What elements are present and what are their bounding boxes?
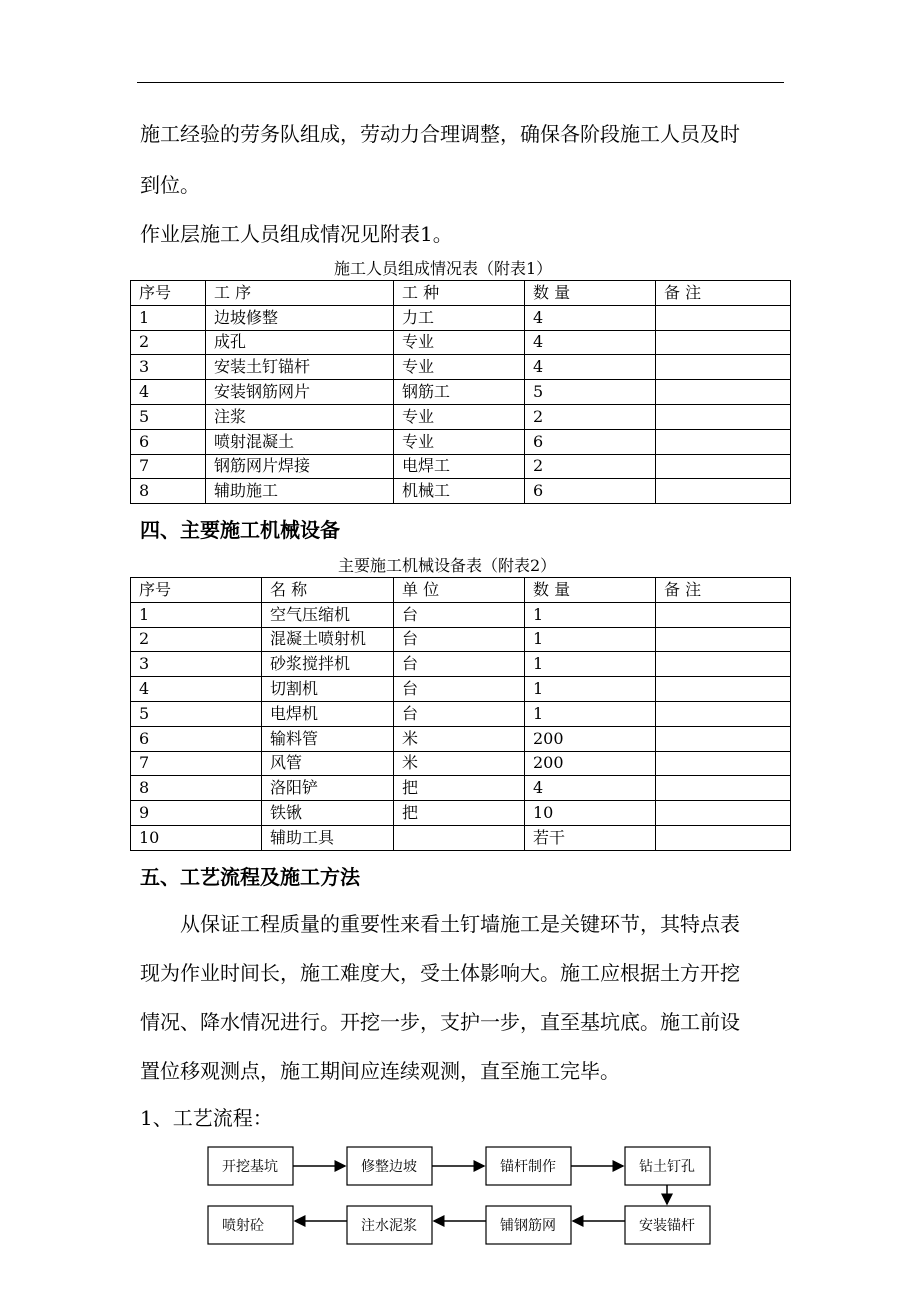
table-cell: 台 <box>394 602 525 627</box>
table-cell: 钢筋网片焊接 <box>206 454 394 479</box>
table-cell: 空气压缩机 <box>262 602 394 627</box>
table-cell: 1 <box>131 305 206 330</box>
table-cell: 注浆 <box>206 404 394 429</box>
paragraph-line: 到位。 <box>140 173 200 197</box>
table-cell: 3 <box>131 355 206 380</box>
flow-label: 喷射砼 <box>222 1218 264 1234</box>
table-header-cell: 数 量 <box>525 281 656 306</box>
table-cell: 6 <box>131 726 262 751</box>
table-cell: 专业 <box>394 404 525 429</box>
paragraph-line: 施工经验的劳务队组成，劳动力合理调整，确保各阶段施工人员及时 <box>140 122 740 146</box>
table-cell: 台 <box>394 652 525 677</box>
table-cell: 台 <box>394 627 525 652</box>
table-cell: 混凝土喷射机 <box>262 627 394 652</box>
table-cell: 10 <box>131 825 262 850</box>
table-cell: 200 <box>525 726 656 751</box>
table-cell: 8 <box>131 479 206 504</box>
table-cell: 6 <box>131 429 206 454</box>
section-4-title: 四、主要施工机械设备 <box>140 518 340 542</box>
table-cell: 5 <box>131 701 262 726</box>
table-cell: 喷射混凝土 <box>206 429 394 454</box>
table-cell: 1 <box>525 652 656 677</box>
table-cell: 切割机 <box>262 677 394 702</box>
flow-label: 铺钢筋网 <box>500 1218 556 1234</box>
table-header-cell: 工 序 <box>206 281 394 306</box>
table-cell: 若干 <box>525 825 656 850</box>
table-cell: 铁锹 <box>262 801 394 826</box>
table-cell: 专业 <box>394 355 525 380</box>
table-cell: 专业 <box>394 330 525 355</box>
table-cell: 1 <box>131 602 262 627</box>
table-cell: 把 <box>394 801 525 826</box>
table-cell: 输料管 <box>262 726 394 751</box>
table-header-cell: 单 位 <box>394 578 525 603</box>
section-5-title: 五、工艺流程及施工方法 <box>140 865 360 889</box>
body-line: 从保证工程质量的重要性来看土钉墙施工是关键环节，其特点表 <box>180 912 740 936</box>
table-cell: 4 <box>525 776 656 801</box>
table-cell: 洛阳铲 <box>262 776 394 801</box>
table-cell: 力工 <box>394 305 525 330</box>
table-cell: 台 <box>394 701 525 726</box>
table-cell: 米 <box>394 726 525 751</box>
table-cell: 专业 <box>394 429 525 454</box>
table1-caption: 施工人员组成情况表（附表1） <box>334 259 553 278</box>
table-cell: 1 <box>525 701 656 726</box>
table-cell: 钢筋工 <box>394 380 525 405</box>
table-cell: 4 <box>525 355 656 380</box>
table-cell: 2 <box>131 330 206 355</box>
table-cell: 5 <box>131 404 206 429</box>
table-cell: 9 <box>131 801 262 826</box>
table-cell: 7 <box>131 751 262 776</box>
table-cell: 1 <box>525 677 656 702</box>
table-cell: 机械工 <box>394 479 525 504</box>
table-cell: 电焊工 <box>394 454 525 479</box>
table-cell: 5 <box>525 380 656 405</box>
flow-label: 修整边坡 <box>361 1159 417 1175</box>
table-cell: 2 <box>525 454 656 479</box>
table-cell: 3 <box>131 652 262 677</box>
table-cell: 风管 <box>262 751 394 776</box>
table-cell: 辅助施工 <box>206 479 394 504</box>
table-header-cell: 序号 <box>131 281 206 306</box>
table-cell: 1 <box>525 602 656 627</box>
table-cell: 10 <box>525 801 656 826</box>
table-cell: 4 <box>131 380 206 405</box>
table2-caption: 主要施工机械设备表（附表2） <box>338 556 557 575</box>
table-cell: 200 <box>525 751 656 776</box>
flow-label: 安装锚杆 <box>639 1218 695 1234</box>
body-line: 情况、降水情况进行。开挖一步，支护一步，直至基坑底。施工前设 <box>140 1010 740 1034</box>
table-cell: 1 <box>525 627 656 652</box>
table-cell: 辅助工具 <box>262 825 394 850</box>
table-cell: 台 <box>394 677 525 702</box>
table-cell: 8 <box>131 776 262 801</box>
table-header-cell: 数 量 <box>525 578 656 603</box>
flow-label: 锚杆制作 <box>500 1159 556 1175</box>
table-cell: 成孔 <box>206 330 394 355</box>
table-header-cell: 备 注 <box>656 578 791 603</box>
table-header-cell: 工 种 <box>394 281 525 306</box>
table-cell: 6 <box>525 429 656 454</box>
table-cell: 电焊机 <box>262 701 394 726</box>
body-line: 置位移观测点，施工期间应连续观测，直至施工完毕。 <box>140 1059 620 1083</box>
table-cell: 7 <box>131 454 206 479</box>
table-cell: 安装土钉锚杆 <box>206 355 394 380</box>
body-line: 现为作业时间长，施工难度大，受土体影响大。施工应根据土方开挖 <box>140 961 740 985</box>
table-cell: 砂浆搅拌机 <box>262 652 394 677</box>
table-cell: 边坡修整 <box>206 305 394 330</box>
table-cell: 2 <box>525 404 656 429</box>
table-cell: 4 <box>131 677 262 702</box>
table-cell: 把 <box>394 776 525 801</box>
table-header-cell: 备 注 <box>656 281 791 306</box>
table-header-cell: 名 称 <box>262 578 394 603</box>
table-cell: 6 <box>525 479 656 504</box>
flow-label: 注水泥浆 <box>361 1218 417 1234</box>
paragraph-line: 作业层施工人员组成情况见附表1。 <box>140 222 453 246</box>
process-subheading: 1、工艺流程： <box>140 1106 273 1130</box>
table-header-cell: 序号 <box>131 578 262 603</box>
table-cell: 4 <box>525 305 656 330</box>
table-cell: 2 <box>131 627 262 652</box>
flow-label: 开挖基坑 <box>222 1159 278 1175</box>
table-cell: 4 <box>525 330 656 355</box>
flow-label: 钻土钉孔 <box>639 1159 695 1175</box>
table-cell: 安装钢筋网片 <box>206 380 394 405</box>
table-cell: 米 <box>394 751 525 776</box>
